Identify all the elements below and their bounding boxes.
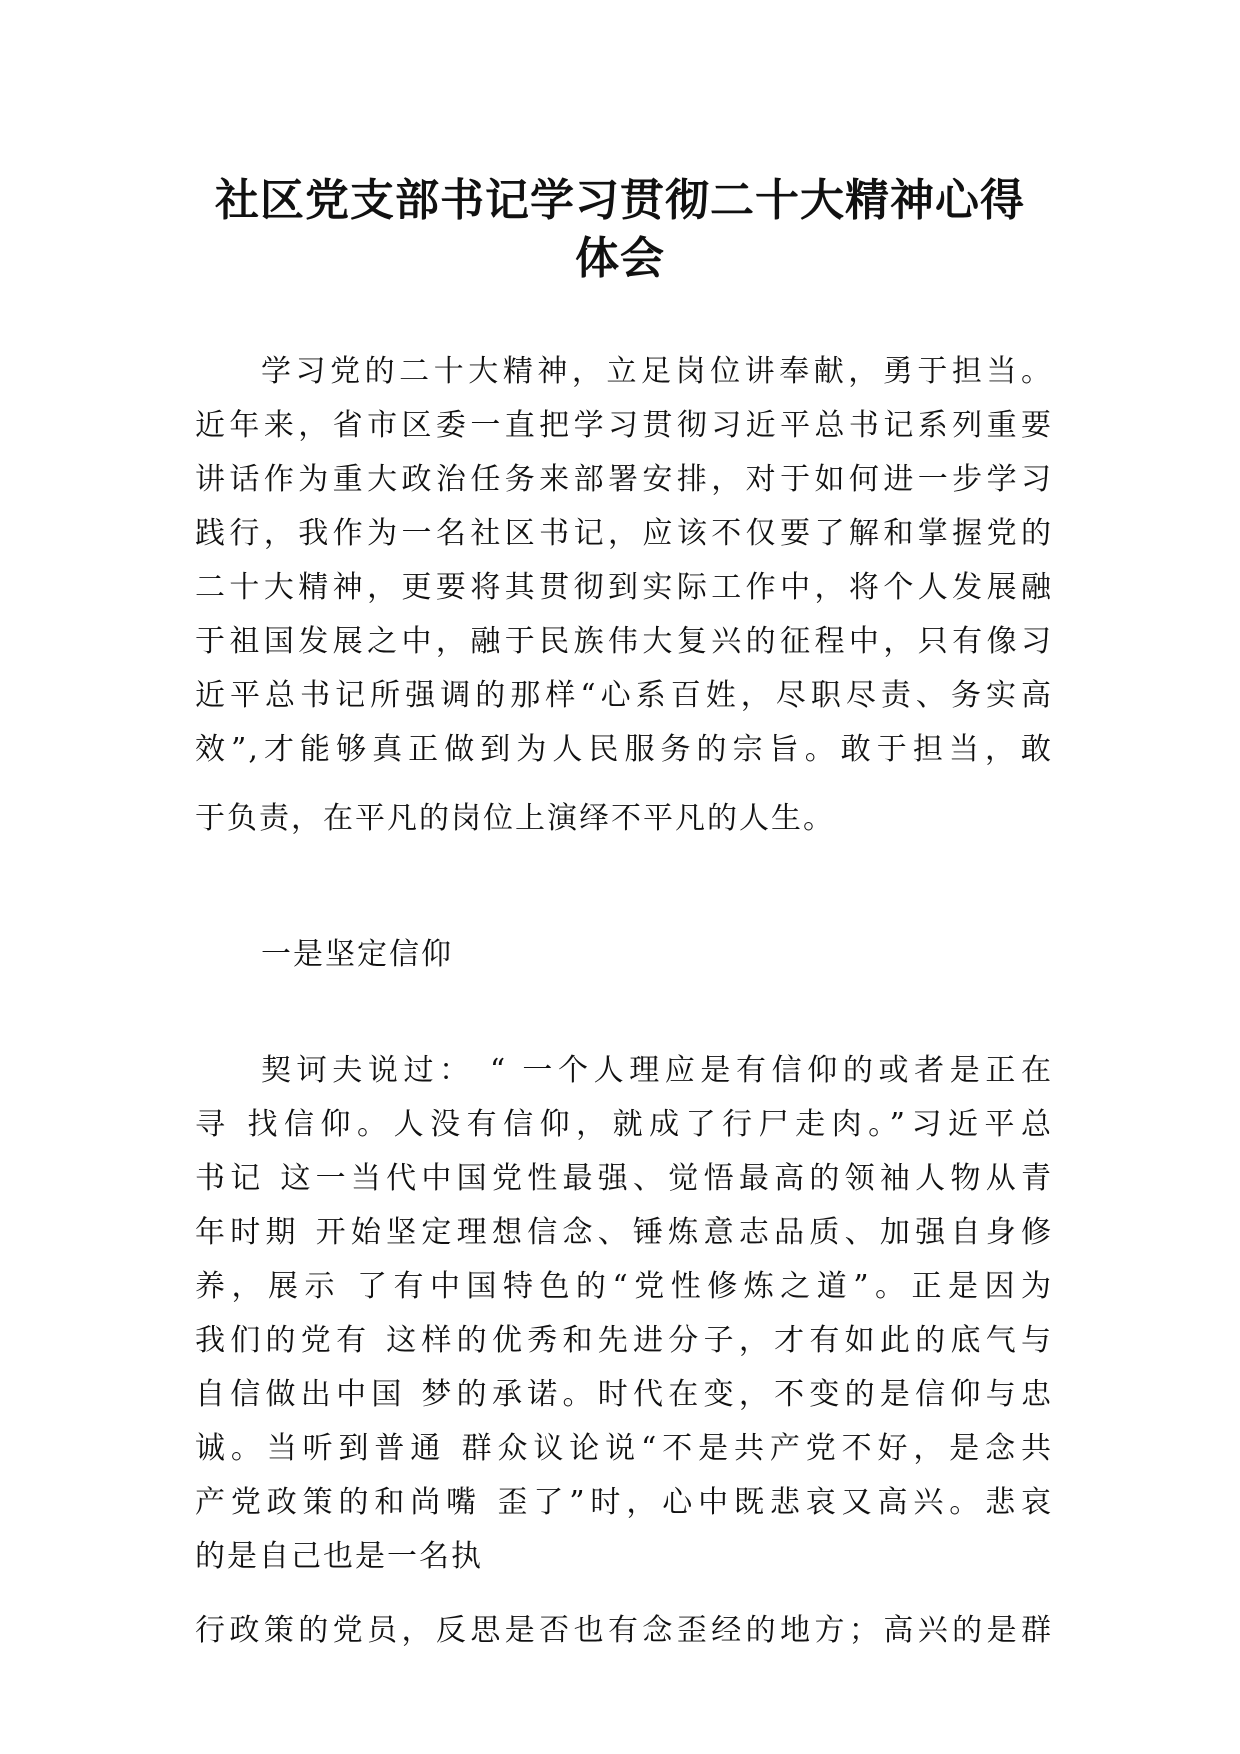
text-line: 行政策的党员，反思是否也有念歪经的地方；高兴的是群 bbox=[195, 1613, 1053, 1648]
text-line: 学习党的二十大精神，立足岗位讲奉献，勇于担当。 bbox=[261, 354, 1053, 389]
text-line: 书记 这一当代中国党性最强、觉悟最高的领袖人物从青 bbox=[195, 1161, 1053, 1196]
text-line: 于祖国发展之中，融于民族伟大复兴的征程中，只有像习 bbox=[195, 624, 1053, 659]
text-line: 我们的党有 这样的优秀和先进分子，才有如此的底气与 bbox=[195, 1323, 1053, 1358]
document-title bbox=[170, 172, 1070, 288]
title-line: 社区党支部书记学习贯彻二十大精神心得 bbox=[215, 175, 1025, 226]
text-line: 效”,才能够真正做到为人民服务的宗旨。敢于担当，敢 bbox=[195, 732, 1053, 767]
text-line: 二十大精神，更要将其贯彻到实际工作中，将个人发展融 bbox=[195, 570, 1053, 605]
title-line: 体会 bbox=[575, 233, 665, 284]
text-line: 养，展示 了有中国特色的“党性修炼之道”。正是因为 bbox=[195, 1269, 1053, 1304]
text-line: 近年来，省市区委一直把学习贯彻习近平总书记系列重要 bbox=[195, 408, 1053, 443]
paragraph-intro-tail bbox=[195, 792, 1053, 846]
text-line: 近平总书记所强调的那样“心系百姓，尽职尽责、务实高 bbox=[195, 678, 1053, 713]
text-line: 诚。当听到普通 群众议论说“不是共产党不好，是念共 bbox=[195, 1431, 1053, 1466]
paragraph-intro bbox=[195, 345, 1053, 777]
text-line: 寻 找信仰。人没有信仰，就成了行尸走肉。”习近平总 bbox=[195, 1107, 1053, 1142]
paragraph-continuation bbox=[195, 1604, 1053, 1658]
text-line: 契诃夫说过： “ 一个人理应是有信仰的或者是正在 bbox=[261, 1053, 1053, 1088]
paragraph-faith bbox=[195, 1044, 1053, 1584]
text-line: 践行，我作为一名社区书记，应该不仅要了解和掌握党的 bbox=[195, 516, 1053, 551]
section-heading: 一是坚定信仰 bbox=[261, 937, 453, 972]
text-line: 于负责，在平凡的岗位上演绎不平凡的人生。 bbox=[195, 801, 835, 836]
text-line: 产党政策的和尚嘴 歪了”时，心中既悲哀又高兴。悲哀 bbox=[195, 1485, 1053, 1520]
text-line: 自信做出中国 梦的承诺。时代在变，不变的是信仰与忠 bbox=[195, 1377, 1053, 1412]
text-line: 年时期 开始坚定理想信念、锤炼意志品质、加强自身修 bbox=[195, 1215, 1053, 1250]
text-line: 讲话作为重大政治任务来部署安排，对于如何进一步学习 bbox=[195, 462, 1053, 497]
text-line: 的是自己也是一名执 bbox=[195, 1539, 483, 1574]
